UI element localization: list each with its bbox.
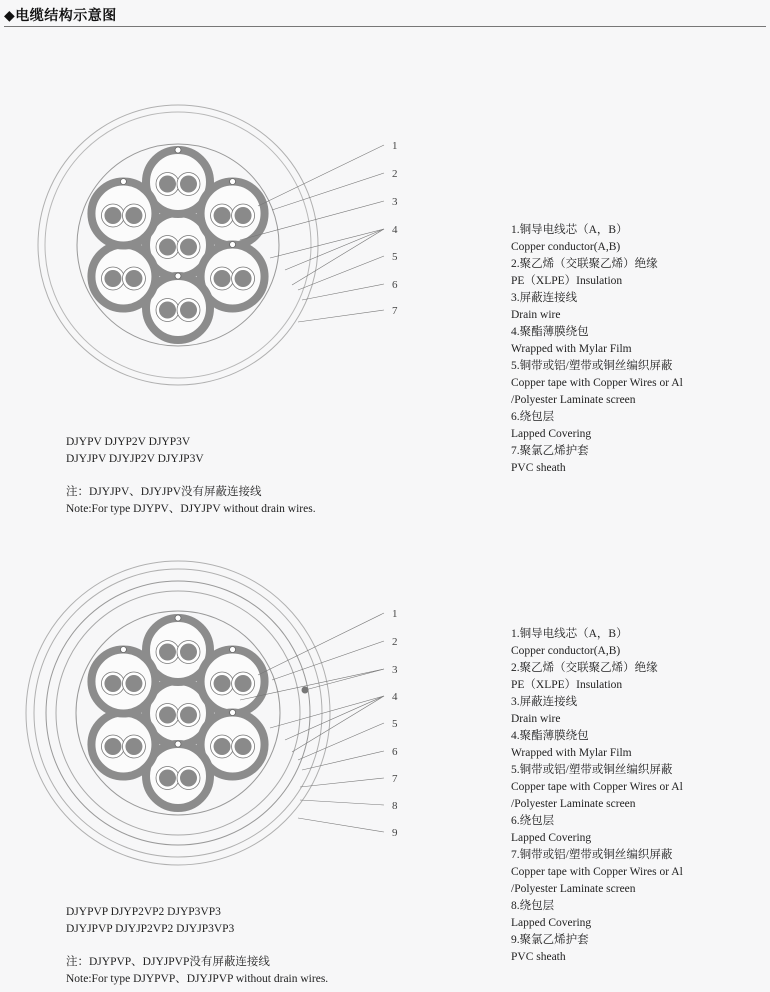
legend-line: 9.聚氯乙烯护套 <box>511 934 589 946</box>
legend-line: Drain wire <box>511 309 561 321</box>
legend-line: 7.铜带或铝/塑带或铜丝编织屏蔽 <box>511 849 673 861</box>
cable-pair-core <box>201 647 265 714</box>
legend-line: Lapped Covering <box>511 917 592 929</box>
model-line: DJYJPVP DJYJP2VP2 DJYJP3VP3 <box>66 923 235 935</box>
leader-line <box>300 800 384 805</box>
note-cn: 注：DJYJPV、DJYJPV没有屏蔽连接线 <box>66 486 262 498</box>
callout-number: 7 <box>392 305 398 317</box>
callout-number: 4 <box>392 224 398 236</box>
cable-pair-core <box>91 710 155 777</box>
callout-number: 1 <box>392 608 398 620</box>
copper-conductor <box>180 707 197 724</box>
copper-conductor <box>125 675 142 692</box>
legend-2 <box>511 626 683 966</box>
legend-line: PE（XLPE）Insulation <box>511 679 623 691</box>
model-line: DJYPVP DJYP2VP2 DJYP3VP3 <box>66 906 221 918</box>
legend-line: 3.屏蔽连接线 <box>511 696 578 708</box>
drain-wire <box>120 647 126 653</box>
copper-conductor <box>159 707 176 724</box>
callout-number: 6 <box>392 746 398 758</box>
leader-line <box>258 613 384 675</box>
callout-number: 8 <box>392 800 398 812</box>
copper-conductor <box>125 738 142 755</box>
callout-number: 3 <box>392 196 398 208</box>
legend-line: 5.铜带或铝/塑带或铜丝编织屏蔽 <box>511 360 673 372</box>
callout-number: 7 <box>392 773 398 785</box>
leader-line <box>270 696 384 728</box>
legend-line: Drain wire <box>511 713 561 725</box>
leader-line <box>272 641 384 680</box>
legend-line: 7.聚氯乙烯护套 <box>511 445 589 457</box>
legend-line: 6.绕包层 <box>511 411 555 423</box>
copper-conductor <box>104 675 121 692</box>
page-title: ◆电缆结构示意图 <box>4 8 117 24</box>
legend-line: /Polyester Laminate screen <box>511 883 636 895</box>
legend-line: 1.铜导电线芯（A，B） <box>511 628 628 640</box>
model-list-2 <box>66 904 234 938</box>
model-line: DJYPV DJYP2V DJYP3V <box>66 436 191 448</box>
legend-line: 6.绕包层 <box>511 815 555 827</box>
drain-wire <box>175 615 181 621</box>
callout-number: 5 <box>392 251 398 263</box>
callout-number: 1 <box>392 140 398 152</box>
callout-number: 9 <box>392 827 398 839</box>
note-2 <box>66 954 328 988</box>
copper-conductor <box>159 770 176 787</box>
callout-number: 3 <box>392 664 398 676</box>
legend-line: PVC sheath <box>511 951 566 963</box>
legend-line: /Polyester Laminate screen <box>511 798 636 810</box>
copper-conductor <box>214 738 231 755</box>
callout-number: 6 <box>392 279 398 291</box>
legend-line: Copper conductor(A,B) <box>511 645 621 657</box>
legend-line: PVC sheath <box>511 462 566 474</box>
callout-number: 2 <box>392 636 398 648</box>
copper-conductor <box>235 738 252 755</box>
legend-line: Copper conductor(A,B) <box>511 241 621 253</box>
legend-line: 4.聚酯薄膜绕包 <box>511 326 589 338</box>
legend-line: Wrapped with Mylar Film <box>511 747 632 759</box>
copper-conductor <box>180 770 197 787</box>
copper-conductor <box>159 644 176 661</box>
legend-line: Copper tape with Copper Wires or Al <box>511 866 683 878</box>
legend-line: Lapped Covering <box>511 428 592 440</box>
leader-line <box>298 818 384 832</box>
legend-line: 1.铜导电线芯（A，B） <box>511 224 628 236</box>
legend-line: Lapped Covering <box>511 832 592 844</box>
legend-line: 4.聚酯薄膜绕包 <box>511 730 589 742</box>
note-cn: 注：DJYPVP、DJYJPVP没有屏蔽连接线 <box>66 956 270 968</box>
note-en: Note:For type DJYPVP、DJYJPVP without drain wires. <box>66 973 329 985</box>
legend-line: 8.绕包层 <box>511 900 555 912</box>
leader-line <box>305 669 384 690</box>
drain-wire <box>230 647 236 653</box>
legend-line: Copper tape with Copper Wires or Al <box>511 781 683 793</box>
copper-conductor <box>235 675 252 692</box>
model-line: DJYJPV DJYJP2V DJYJP3V <box>66 453 204 465</box>
copper-conductor <box>214 675 231 692</box>
legend-line: /Polyester Laminate screen <box>511 394 636 406</box>
legend-line: Copper tape with Copper Wires or Al <box>511 377 683 389</box>
legend-line: PE（XLPE）Insulation <box>511 275 623 287</box>
legend-line: Wrapped with Mylar Film <box>511 343 632 355</box>
leader-line <box>300 778 384 787</box>
cable-pair-core <box>91 647 155 714</box>
leader-line <box>292 696 384 752</box>
callout-number: 2 <box>392 168 398 180</box>
callout-number: 5 <box>392 718 398 730</box>
copper-conductor <box>104 738 121 755</box>
legend-line: 2.聚乙烯（交联聚乙烯）绝缘 <box>511 258 658 270</box>
note-en: Note:For type DJYPV、DJYJPV without drain wires. <box>66 503 316 515</box>
callout-number: 4 <box>392 691 398 703</box>
drain-wire <box>230 710 236 716</box>
drain-wire <box>175 741 181 747</box>
copper-conductor <box>180 644 197 661</box>
legend-line: 3.屏蔽连接线 <box>511 292 578 304</box>
legend-line: 2.聚乙烯（交联聚乙烯）绝缘 <box>511 662 658 674</box>
legend-line: 5.铜带或铝/塑带或铜丝编织屏蔽 <box>511 764 673 776</box>
